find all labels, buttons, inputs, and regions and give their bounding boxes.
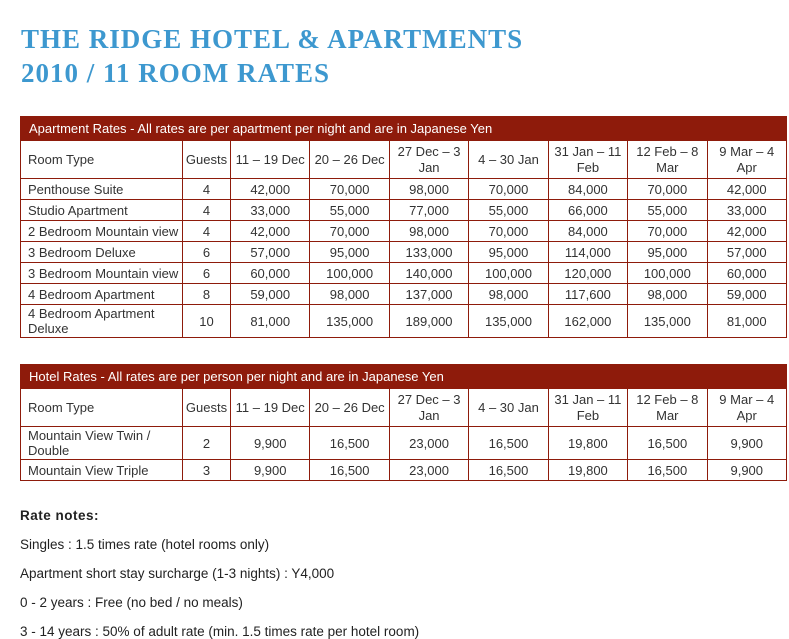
rate-note-singles: Singles : 1.5 times rate (hotel rooms only) [20,537,270,552]
rate-cell: 33,000 [231,200,310,221]
room-type-cell: 3 Bedroom Mountain view [21,263,183,284]
column-header: 27 Dec – 3 Jan [389,389,468,427]
column-header: 12 Feb – 8 Mar [628,141,707,179]
rate-cell: 60,000 [707,263,786,284]
rate-cell: 98,000 [389,179,468,200]
rate-cell: 133,000 [389,242,468,263]
rate-cell: 120,000 [548,263,627,284]
table-row [21,305,787,338]
rate-cell: 16,500 [310,427,389,460]
rate-cell: 135,000 [628,305,707,338]
rate-cell: 162,000 [548,305,627,338]
room-type-cell: 4 Bedroom Apartment [21,284,183,305]
column-header: 20 – 26 Dec [310,141,389,179]
rate-cell: 16,500 [628,460,707,481]
rate-cell: 114,000 [548,242,627,263]
rate-cell: 66,000 [548,200,627,221]
rate-cell: 70,000 [310,179,389,200]
column-header: Room Type [21,141,183,179]
room-type-cell: Studio Apartment [21,200,183,221]
guests-cell: 6 [183,263,231,284]
rate-cell: 42,000 [707,179,786,200]
table-row [21,427,787,460]
rate-cell: 55,000 [310,200,389,221]
rate-cell: 70,000 [628,221,707,242]
guests-cell: 8 [183,284,231,305]
room-type-cell: 2 Bedroom Mountain view [21,221,183,242]
guests-cell: 4 [183,200,231,221]
column-header: 12 Feb – 8 Mar [628,389,707,427]
table-row [21,242,787,263]
rate-cell: 16,500 [310,460,389,481]
room-type-cell: 3 Bedroom Deluxe [21,242,183,263]
rate-cell: 100,000 [628,263,707,284]
rate-cell: 16,500 [469,460,548,481]
rate-cell: 98,000 [389,221,468,242]
rate-cell: 95,000 [469,242,548,263]
rate-cell: 77,000 [389,200,468,221]
rate-cell: 81,000 [231,305,310,338]
column-header: 31 Jan – 11 Feb [548,141,627,179]
rate-cell: 42,000 [707,221,786,242]
rate-cell: 33,000 [707,200,786,221]
rate-cell: 57,000 [707,242,786,263]
rate-cell: 55,000 [628,200,707,221]
rate-cell: 55,000 [469,200,548,221]
rate-cell: 9,900 [231,427,310,460]
rate-cell: 95,000 [310,242,389,263]
rate-cell: 84,000 [548,221,627,242]
guests-cell: 6 [183,242,231,263]
table-row [21,200,787,221]
column-header: 9 Mar – 4 Apr [707,389,786,427]
room-type-cell: Penthouse Suite [21,179,183,200]
rate-cell: 9,900 [231,460,310,481]
rate-notes [20,508,789,639]
rate-cell: 16,500 [469,427,548,460]
rate-cell: 16,500 [628,427,707,460]
rate-cell: 70,000 [469,221,548,242]
rate-cell: 117,600 [548,284,627,305]
rate-cell: 57,000 [231,242,310,263]
rate-note-children: 3 - 14 years : 50% of adult rate (min. 1.5 times rate per hotel room) [20,624,420,639]
rate-cell: 98,000 [310,284,389,305]
table-row [21,179,787,200]
hotel-rates-table [20,364,787,481]
guests-cell: 3 [183,460,231,481]
rate-cell: 60,000 [231,263,310,284]
rate-notes-heading: Rate notes: [20,508,100,523]
rate-cell: 42,000 [231,221,310,242]
rate-cell: 98,000 [469,284,548,305]
column-header: 9 Mar – 4 Apr [707,141,786,179]
rate-cell: 137,000 [389,284,468,305]
rate-cell: 135,000 [310,305,389,338]
column-header: Guests [183,389,231,427]
rate-cell: 23,000 [389,460,468,481]
rate-cell: 9,900 [707,427,786,460]
column-header: Room Type [21,389,183,427]
column-header: 11 – 19 Dec [231,389,310,427]
rate-cell: 84,000 [548,179,627,200]
guests-cell: 10 [183,305,231,338]
table-row [21,221,787,242]
rate-cell: 70,000 [310,221,389,242]
apartment-rates-table [20,116,787,338]
column-header: 31 Jan – 11 Feb [548,389,627,427]
rate-cell: 135,000 [469,305,548,338]
rate-cell: 42,000 [231,179,310,200]
rate-cell: 189,000 [389,305,468,338]
room-type-cell: 4 Bedroom Apartment Deluxe [21,305,183,338]
table-row [21,263,787,284]
rate-cell: 23,000 [389,427,468,460]
column-header: 27 Dec – 3 Jan [389,141,468,179]
rate-cell: 70,000 [469,179,548,200]
table-row [21,460,787,481]
table-row [21,284,787,305]
rate-cell: 9,900 [707,460,786,481]
room-type-cell: Mountain View Twin / Double [21,427,183,460]
page-title-line2: 2010 / 11 ROOM RATES [21,58,331,88]
page-title-line1: THE RIDGE HOTEL & APARTMENTS [21,24,524,54]
rate-note-infants: 0 - 2 years : Free (no bed / no meals) [20,595,243,610]
guests-cell: 2 [183,427,231,460]
rate-cell: 100,000 [469,263,548,284]
rate-note-surcharge: Apartment short stay surcharge (1-3 nights) : Y4,000 [20,566,335,581]
rate-cell: 19,800 [548,460,627,481]
guests-cell: 4 [183,179,231,200]
rate-cell: 140,000 [389,263,468,284]
rate-cell: 59,000 [707,284,786,305]
column-header: 4 – 30 Jan [469,141,548,179]
rate-cell: 19,800 [548,427,627,460]
page-title [21,22,789,90]
rate-cell: 95,000 [628,242,707,263]
table-caption-bar: Apartment Rates - All rates are per apartment per night and are in Japanese Yen [21,117,787,141]
rate-cell: 100,000 [310,263,389,284]
column-header: 20 – 26 Dec [310,389,389,427]
column-header: 11 – 19 Dec [231,141,310,179]
column-header: Guests [183,141,231,179]
guests-cell: 4 [183,221,231,242]
rate-cell: 59,000 [231,284,310,305]
rate-cell: 81,000 [707,305,786,338]
rate-cell: 98,000 [628,284,707,305]
table-caption-bar: Hotel Rates - All rates are per person per night and are in Japanese Yen [21,365,787,389]
column-header: 4 – 30 Jan [469,389,548,427]
rate-cell: 70,000 [628,179,707,200]
room-type-cell: Mountain View Triple [21,460,183,481]
